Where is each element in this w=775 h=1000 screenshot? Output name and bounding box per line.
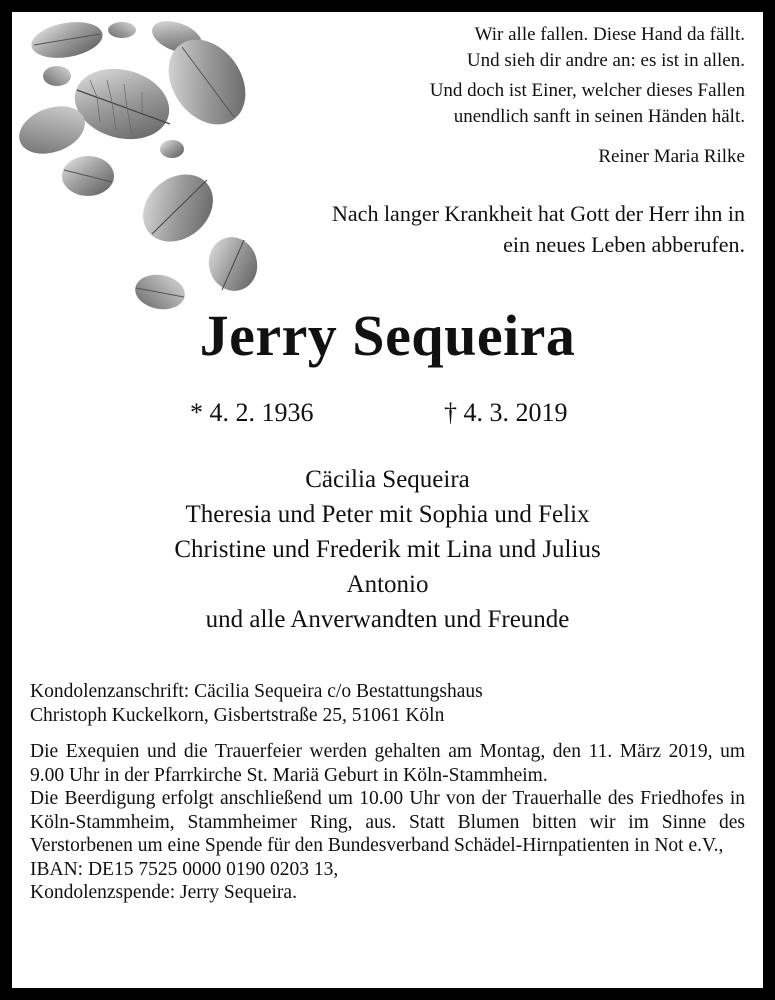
mourner-line: Cäcilia Sequeira [305,466,470,493]
mourner-line: Christine und Frederik mit Lina und Julius [174,536,601,563]
mourner-line: Antonio [346,571,429,598]
donation-reference: Kondolenzspende: Jerry Sequeira. [30,882,297,903]
intro-text [225,198,745,260]
leaf [62,156,114,196]
address-line: Christoph Kuckelkorn, Gisbertstraße 25, 51061 Köln [30,705,445,726]
death-date: † 4. 3. 2019 [444,398,568,427]
rilke-poem [325,22,745,130]
poem-line: Wir alle fallen. Diese Hand da fällt. [474,24,745,45]
mourner-line: und alle Anverwandten und Freunde [205,606,570,633]
leaf [43,66,71,86]
obituary-notice [12,12,763,988]
mourner-line: Theresia und Peter mit Sophia und Felix [185,501,590,528]
leaf [67,59,177,150]
burial-paragraph: Die Beerdigung erfolgt anschließend um 10.00 Uhr von der Trauerhalle des Friedhofes in Köln-Stammheim, Stammheimer Ring, aus. Statt Blumen bitten wir im Sinne des Verstorbenen um eine Spende für den Bundesverband Schädel-Hirnpatienten in Not e.V., [30,788,745,856]
intro-line: Nach langer Krankheit hat Gott der Herr ihn in [332,201,745,226]
service-details [30,740,745,905]
falling-leaves-illustration [12,12,272,322]
mourners-list [12,462,763,637]
poem-line: Und sieh dir andre an: es ist in allen. [466,50,745,71]
birth-date: * 4. 2. 1936 [190,398,314,427]
deceased-name: Jerry Sequeira [199,303,576,368]
leaf [29,17,106,63]
iban-line: IBAN: DE15 7525 0000 0190 0203 13, [30,858,339,880]
leaf [130,161,227,256]
poem-line: unendlich sanft in seinen Händen hält. [453,106,745,127]
leaf [160,140,184,158]
poem-author: Reiner Maria Rilke [598,146,745,167]
condolence-address [30,680,745,728]
leaf [108,22,136,38]
address-line: Kondolenzanschrift: Cäcilia Sequeira c/o Bestattungshaus [30,681,483,702]
funeral-mass-paragraph: Die Exequien und die Trauerfeier werden gehalten am Montag, den 11. März 2019, um 9.00 Uhr in der Pfarrkirche St. Mariä Geburt in Köln-Stammheim. [30,741,745,786]
intro-line: ein neues Leben abberufen. [503,232,745,257]
poem-line: Und doch ist Einer, welcher dieses Fallen [429,80,745,101]
